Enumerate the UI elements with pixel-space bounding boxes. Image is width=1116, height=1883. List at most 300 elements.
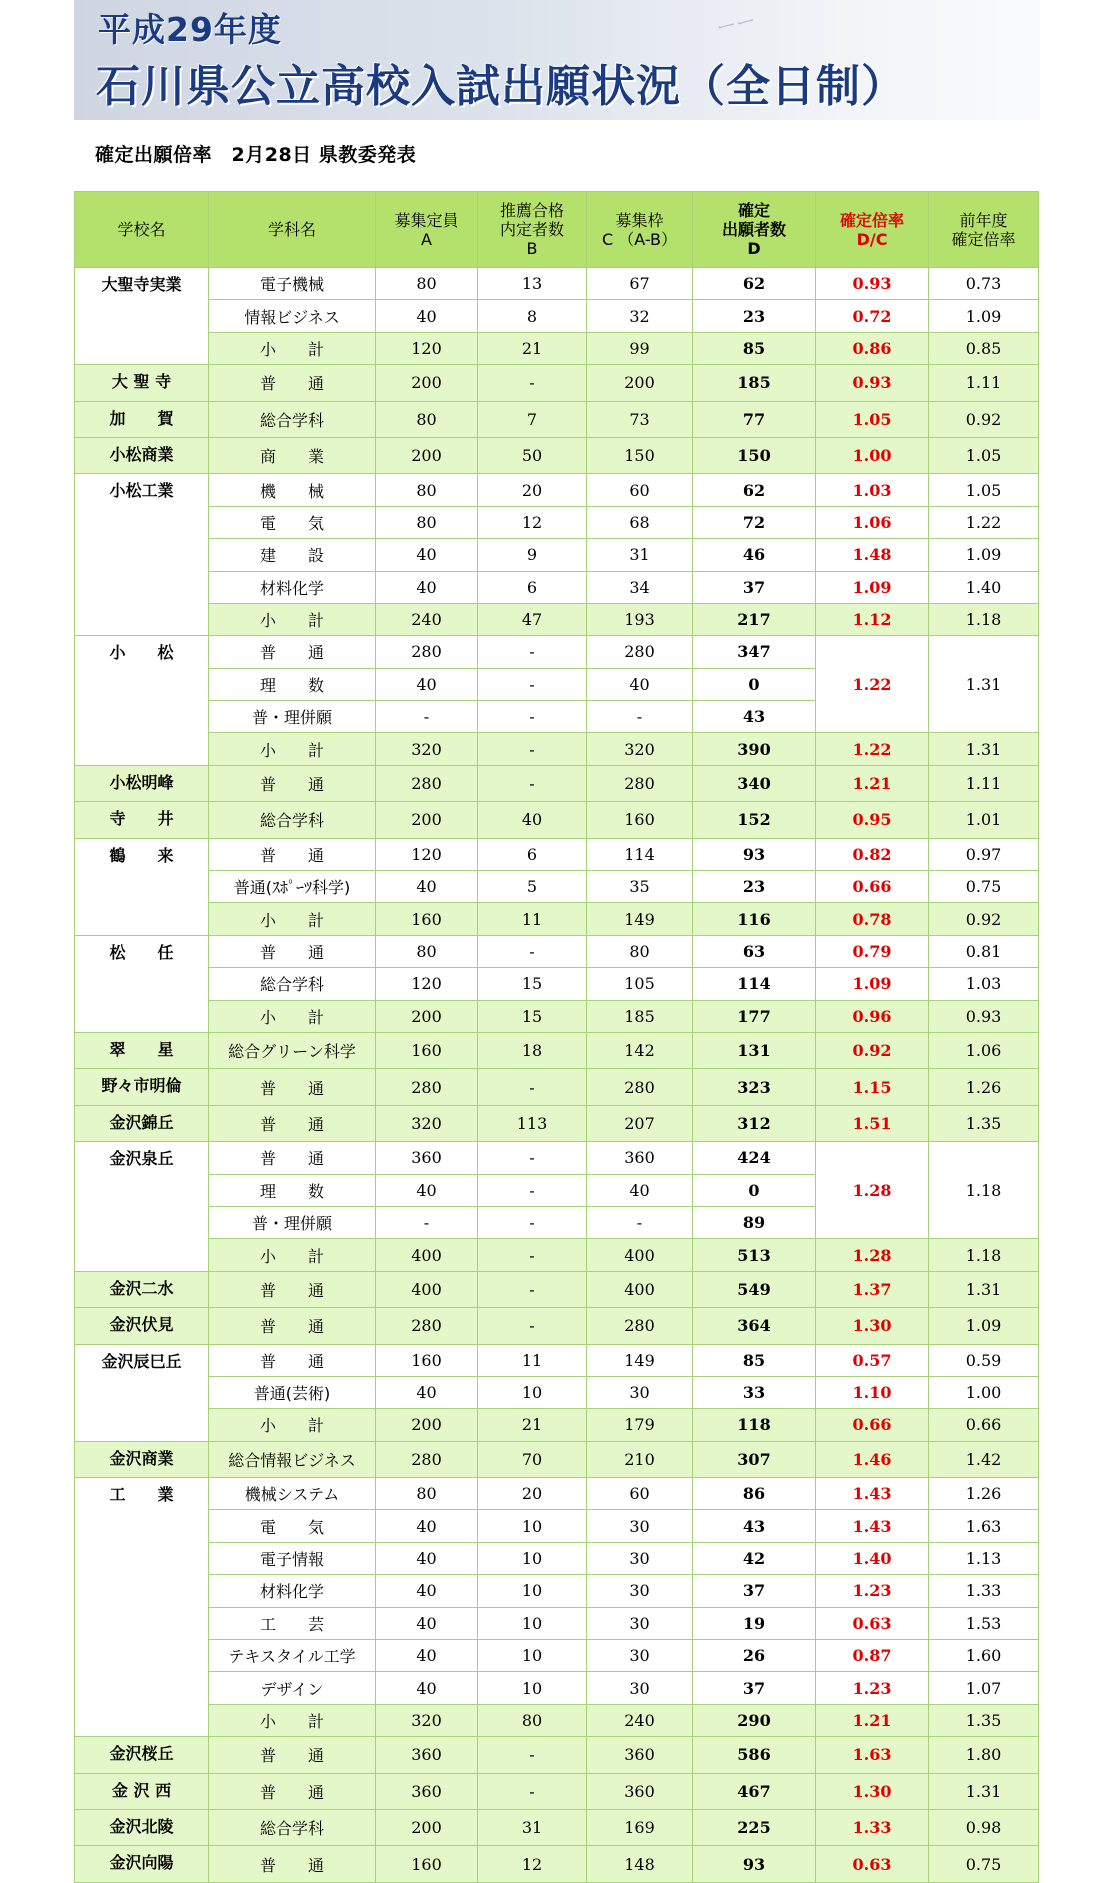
recommended-cell: 6	[478, 571, 587, 603]
ratio-cell: 1.00	[816, 437, 929, 473]
recommended-cell: 10	[478, 1376, 587, 1408]
prev-ratio-cell: 1.18	[929, 603, 1039, 635]
capacity-cell: 40	[376, 300, 478, 332]
capacity-cell: 40	[376, 1376, 478, 1408]
quota-cell: 30	[587, 1575, 693, 1607]
banner-main-title: 石川県公立高校入試出願状況（全日制）	[96, 61, 906, 112]
applicants-cell: 33	[693, 1376, 816, 1408]
applicants-cell: 23	[693, 871, 816, 903]
dept-cell: 機 械	[209, 474, 376, 506]
quota-cell: 149	[587, 903, 693, 935]
dept-cell: 工 芸	[209, 1607, 376, 1639]
prev-ratio-cell: 1.11	[929, 765, 1039, 801]
ratio-cell: 1.43	[816, 1510, 929, 1542]
ratio-cell: 1.30	[816, 1773, 929, 1809]
school-name-cell: 小松明峰	[75, 765, 209, 801]
quota-cell: 400	[587, 1271, 693, 1307]
quota-cell: -	[587, 701, 693, 733]
dept-cell: 普 通	[209, 1737, 376, 1773]
header-recommended: 推薦合格 内定者数 B	[478, 192, 587, 268]
school-name-cell: 加 賀	[75, 401, 209, 437]
ratio-cell: 1.48	[816, 539, 929, 571]
quota-cell: 30	[587, 1376, 693, 1408]
applicants-cell: 467	[693, 1773, 816, 1809]
capacity-cell: 160	[376, 1032, 478, 1068]
ratio-cell: 1.03	[816, 474, 929, 506]
ratio-cell: 1.22	[816, 636, 929, 733]
table-row	[75, 1478, 1039, 1510]
capacity-cell: 40	[376, 871, 478, 903]
table-row	[75, 401, 1039, 437]
ratio-cell: 1.28	[816, 1239, 929, 1271]
dept-cell: 総合学科	[209, 968, 376, 1000]
dept-cell: 普 通	[209, 838, 376, 870]
capacity-cell: 320	[376, 1704, 478, 1736]
recommended-cell: 20	[478, 474, 587, 506]
quota-cell: 67	[587, 268, 693, 300]
recommended-cell: 12	[478, 1846, 587, 1882]
quota-cell: 400	[587, 1239, 693, 1271]
prev-ratio-cell: 0.66	[929, 1409, 1039, 1441]
capacity-cell: 160	[376, 903, 478, 935]
recommended-cell: 9	[478, 539, 587, 571]
quota-cell: 148	[587, 1846, 693, 1882]
applicants-cell: 89	[693, 1206, 816, 1238]
table-body	[75, 268, 1039, 1883]
recommended-cell: 10	[478, 1575, 587, 1607]
quota-cell: 99	[587, 332, 693, 364]
quota-cell: 149	[587, 1344, 693, 1376]
recommended-cell: -	[478, 1773, 587, 1809]
quota-cell: 30	[587, 1640, 693, 1672]
table-row	[75, 474, 1039, 506]
ratio-cell: 0.93	[816, 365, 929, 401]
quota-cell: 40	[587, 668, 693, 700]
recommended-cell: 31	[478, 1809, 587, 1845]
dept-cell: 普 通	[209, 636, 376, 668]
ratio-cell: 1.06	[816, 506, 929, 538]
table-row	[75, 802, 1039, 838]
dept-cell: 普通(ｽﾎﾟｰﾂ科学)	[209, 871, 376, 903]
prev-ratio-cell: 1.31	[929, 636, 1039, 733]
dept-cell: テキスタイル工学	[209, 1640, 376, 1672]
recommended-cell: -	[478, 636, 587, 668]
table-row	[75, 1271, 1039, 1307]
school-name-cell: 小松商業	[75, 437, 209, 473]
applicants-cell: 85	[693, 332, 816, 364]
banner-year-title: 平成29年度	[98, 10, 282, 49]
prev-ratio-cell: 1.01	[929, 802, 1039, 838]
recommended-cell: -	[478, 935, 587, 967]
school-name-cell: 小松工業	[75, 474, 209, 636]
capacity-cell: 280	[376, 765, 478, 801]
applicants-cell: 114	[693, 968, 816, 1000]
dept-cell: 普 通	[209, 1846, 376, 1882]
school-name-cell: 金沢向陽	[75, 1846, 209, 1882]
prev-ratio-cell: 1.11	[929, 365, 1039, 401]
dept-cell: 理 数	[209, 1174, 376, 1206]
dept-cell: 小 計	[209, 332, 376, 364]
prev-ratio-cell: 1.05	[929, 437, 1039, 473]
capacity-cell: 160	[376, 1846, 478, 1882]
capacity-cell: 360	[376, 1142, 478, 1174]
table-row	[75, 1510, 1039, 1542]
prev-ratio-cell: 1.60	[929, 1640, 1039, 1672]
school-name-cell: 松 任	[75, 935, 209, 1032]
recommended-cell: 15	[478, 1000, 587, 1032]
applicants-cell: 86	[693, 1478, 816, 1510]
recommended-cell: 6	[478, 838, 587, 870]
capacity-cell: 40	[376, 1542, 478, 1574]
dept-cell: 機械システム	[209, 1478, 376, 1510]
ratio-cell: 1.30	[816, 1308, 929, 1344]
prev-ratio-cell: 1.31	[929, 1271, 1039, 1307]
recommended-cell: -	[478, 1737, 587, 1773]
dept-cell: 総合グリーン科学	[209, 1032, 376, 1068]
ratio-cell: 0.79	[816, 935, 929, 967]
ratio-cell: 0.86	[816, 332, 929, 364]
quota-cell: 35	[587, 871, 693, 903]
applicants-cell: 131	[693, 1032, 816, 1068]
quota-cell: 280	[587, 636, 693, 668]
quota-cell: 34	[587, 571, 693, 603]
prev-ratio-cell: 1.26	[929, 1478, 1039, 1510]
dept-cell: 総合学科	[209, 1809, 376, 1845]
prev-ratio-cell: 1.09	[929, 1308, 1039, 1344]
prev-ratio-cell: 1.07	[929, 1672, 1039, 1704]
dept-cell: 総合情報ビジネス	[209, 1441, 376, 1477]
prev-ratio-cell: 1.33	[929, 1575, 1039, 1607]
quota-cell: 160	[587, 802, 693, 838]
dept-cell: 建 設	[209, 539, 376, 571]
recommended-cell: -	[478, 1174, 587, 1206]
prev-ratio-cell: 1.00	[929, 1376, 1039, 1408]
table-row	[75, 571, 1039, 603]
prev-ratio-cell: 0.92	[929, 401, 1039, 437]
applicants-cell: 323	[693, 1069, 816, 1105]
dept-cell: 普 通	[209, 1105, 376, 1141]
prev-ratio-cell: 0.93	[929, 1000, 1039, 1032]
applicants-cell: 0	[693, 668, 816, 700]
table-row	[75, 1376, 1039, 1408]
dept-cell: 普 通	[209, 1773, 376, 1809]
recommended-cell: -	[478, 1206, 587, 1238]
ratio-cell: 1.28	[816, 1142, 929, 1239]
dept-cell: 普・理併願	[209, 701, 376, 733]
ratio-cell: 1.12	[816, 603, 929, 635]
capacity-cell: 40	[376, 1640, 478, 1672]
applicants-cell: 185	[693, 365, 816, 401]
dept-cell: 電 気	[209, 1510, 376, 1542]
prev-ratio-cell: 1.63	[929, 1510, 1039, 1542]
dept-cell: 小 計	[209, 1409, 376, 1441]
recommended-cell: -	[478, 1239, 587, 1271]
applicants-cell: 116	[693, 903, 816, 935]
header-capacity: 募集定員 A	[376, 192, 478, 268]
applicants-cell: 19	[693, 1607, 816, 1639]
dept-cell: 小 計	[209, 1704, 376, 1736]
announcement-subtitle: 確定出願倍率 2月28日 県教委発表	[95, 144, 417, 166]
applicants-cell: 62	[693, 268, 816, 300]
dept-cell: 普 通	[209, 1308, 376, 1344]
dept-cell: 普・理併願	[209, 1206, 376, 1238]
prev-ratio-cell: 1.31	[929, 733, 1039, 765]
capacity-cell: 40	[376, 1174, 478, 1206]
subtotal-row	[75, 603, 1039, 635]
applicants-cell: 177	[693, 1000, 816, 1032]
capacity-cell: 80	[376, 401, 478, 437]
school-name-cell: 金沢桜丘	[75, 1737, 209, 1773]
ratio-cell: 1.43	[816, 1478, 929, 1510]
school-name-cell: 金沢北陵	[75, 1809, 209, 1845]
quota-cell: 142	[587, 1032, 693, 1068]
subtotal-row	[75, 1000, 1039, 1032]
school-name-cell: 金沢二水	[75, 1271, 209, 1307]
quota-cell: 40	[587, 1174, 693, 1206]
recommended-cell: -	[478, 1142, 587, 1174]
quota-cell: 280	[587, 1069, 693, 1105]
table-row	[75, 1142, 1039, 1174]
capacity-cell: 200	[376, 1409, 478, 1441]
prev-ratio-cell: 1.53	[929, 1607, 1039, 1639]
prev-ratio-cell: 0.75	[929, 1846, 1039, 1882]
recommended-cell: 10	[478, 1542, 587, 1574]
capacity-cell: 200	[376, 365, 478, 401]
prev-ratio-cell: 0.92	[929, 903, 1039, 935]
table-row	[75, 1846, 1039, 1882]
table-row	[75, 1542, 1039, 1574]
capacity-cell: 280	[376, 1069, 478, 1105]
prev-ratio-cell: 1.22	[929, 506, 1039, 538]
applicants-cell: 390	[693, 733, 816, 765]
recommended-cell: 21	[478, 332, 587, 364]
table-row	[75, 968, 1039, 1000]
quota-cell: 193	[587, 603, 693, 635]
capacity-cell: 40	[376, 539, 478, 571]
ratio-cell: 1.15	[816, 1069, 929, 1105]
prev-ratio-cell: 1.26	[929, 1069, 1039, 1105]
ratio-cell: 1.10	[816, 1376, 929, 1408]
recommended-cell: 113	[478, 1105, 587, 1141]
applicants-cell: 513	[693, 1239, 816, 1271]
ratio-cell: 0.72	[816, 300, 929, 332]
capacity-cell: 360	[376, 1773, 478, 1809]
dept-cell: 材料化学	[209, 1575, 376, 1607]
dept-cell: 普 通	[209, 935, 376, 967]
capacity-cell: 80	[376, 1478, 478, 1510]
subtotal-row	[75, 1704, 1039, 1736]
applicants-cell: 93	[693, 838, 816, 870]
school-name-cell: 寺 井	[75, 802, 209, 838]
applicants-cell: 424	[693, 1142, 816, 1174]
prev-ratio-cell: 1.42	[929, 1441, 1039, 1477]
header-dept: 学科名	[209, 192, 376, 268]
quota-cell: 60	[587, 1478, 693, 1510]
school-name-cell: 金沢辰巳丘	[75, 1344, 209, 1441]
ratio-cell: 0.96	[816, 1000, 929, 1032]
school-name-cell: 翠 星	[75, 1032, 209, 1068]
quota-cell: 30	[587, 1542, 693, 1574]
ratio-cell: 0.66	[816, 871, 929, 903]
table-row	[75, 539, 1039, 571]
recommended-cell: 8	[478, 300, 587, 332]
capacity-cell: 40	[376, 571, 478, 603]
capacity-cell: 280	[376, 1441, 478, 1477]
school-name-cell: 大 聖 寺	[75, 365, 209, 401]
header-ratio: 確定倍率 D/C	[816, 192, 929, 268]
quota-cell: 114	[587, 838, 693, 870]
recommended-cell: -	[478, 733, 587, 765]
quota-cell: 280	[587, 1308, 693, 1344]
quota-cell: 32	[587, 300, 693, 332]
capacity-cell: 200	[376, 437, 478, 473]
dept-cell: 理 数	[209, 668, 376, 700]
applicants-cell: 46	[693, 539, 816, 571]
applicants-cell: 37	[693, 1575, 816, 1607]
ratio-cell: 1.37	[816, 1271, 929, 1307]
recommended-cell: 10	[478, 1510, 587, 1542]
table-row	[75, 765, 1039, 801]
recommended-cell: 10	[478, 1640, 587, 1672]
dept-cell: 情報ビジネス	[209, 300, 376, 332]
quota-cell: 200	[587, 365, 693, 401]
table-row	[75, 365, 1039, 401]
capacity-cell: 400	[376, 1239, 478, 1271]
ratio-cell: 1.05	[816, 401, 929, 437]
recommended-cell: 20	[478, 1478, 587, 1510]
quota-cell: 185	[587, 1000, 693, 1032]
recommended-cell: -	[478, 1069, 587, 1105]
quota-cell: 73	[587, 401, 693, 437]
applicants-cell: 150	[693, 437, 816, 473]
prev-ratio-cell: 0.98	[929, 1809, 1039, 1845]
prev-ratio-cell: 1.35	[929, 1105, 1039, 1141]
recommended-cell: -	[478, 1271, 587, 1307]
capacity-cell: 200	[376, 1809, 478, 1845]
ratio-cell: 0.82	[816, 838, 929, 870]
applicants-cell: 42	[693, 1542, 816, 1574]
dept-cell: デザイン	[209, 1672, 376, 1704]
prev-ratio-cell: 1.18	[929, 1239, 1039, 1271]
capacity-cell: 400	[376, 1271, 478, 1307]
dept-cell: 普 通	[209, 365, 376, 401]
application-status-table	[74, 191, 1039, 1883]
capacity-cell: -	[376, 701, 478, 733]
ratio-cell: 0.87	[816, 1640, 929, 1672]
table-row	[75, 1344, 1039, 1376]
header-prev-ratio: 前年度 確定倍率	[929, 192, 1039, 268]
applicants-cell: 312	[693, 1105, 816, 1141]
recommended-cell: -	[478, 365, 587, 401]
dept-cell: 総合学科	[209, 802, 376, 838]
capacity-cell: 280	[376, 1308, 478, 1344]
applicants-cell: 72	[693, 506, 816, 538]
ratio-cell: 1.22	[816, 733, 929, 765]
recommended-cell: 11	[478, 1344, 587, 1376]
applicants-cell: 340	[693, 765, 816, 801]
prev-ratio-cell: 1.18	[929, 1142, 1039, 1239]
applicants-cell: 62	[693, 474, 816, 506]
applicants-cell: 549	[693, 1271, 816, 1307]
recommended-cell: 40	[478, 802, 587, 838]
recommended-cell: 15	[478, 968, 587, 1000]
subtotal-row	[75, 1239, 1039, 1271]
ratio-cell: 0.93	[816, 268, 929, 300]
table-row	[75, 1105, 1039, 1141]
quota-cell: 280	[587, 765, 693, 801]
school-name-cell: 大聖寺実業	[75, 268, 209, 365]
quota-cell: 207	[587, 1105, 693, 1141]
quota-cell: 360	[587, 1142, 693, 1174]
table-row	[75, 506, 1039, 538]
ratio-cell: 1.21	[816, 1704, 929, 1736]
school-name-cell: 金 沢 西	[75, 1773, 209, 1809]
quota-cell: 240	[587, 1704, 693, 1736]
table-row	[75, 1672, 1039, 1704]
dept-cell: 電子情報	[209, 1542, 376, 1574]
capacity-cell: 320	[376, 733, 478, 765]
banner-deco-text: ーー	[712, 8, 757, 40]
recommended-cell: 12	[478, 506, 587, 538]
recommended-cell: 18	[478, 1032, 587, 1068]
prev-ratio-cell: 1.35	[929, 1704, 1039, 1736]
applicants-cell: 364	[693, 1308, 816, 1344]
quota-cell: 31	[587, 539, 693, 571]
subtotal-row	[75, 903, 1039, 935]
dept-cell: 小 計	[209, 733, 376, 765]
ratio-cell: 1.40	[816, 1542, 929, 1574]
ratio-cell: 0.57	[816, 1344, 929, 1376]
ratio-cell: 1.09	[816, 571, 929, 603]
recommended-cell: -	[478, 668, 587, 700]
subtotal-row	[75, 733, 1039, 765]
prev-ratio-cell: 1.09	[929, 539, 1039, 571]
dept-cell: 商 業	[209, 437, 376, 473]
dept-cell: 電子機械	[209, 268, 376, 300]
quota-cell: 360	[587, 1737, 693, 1773]
ratio-cell: 1.46	[816, 1441, 929, 1477]
school-name-cell: 金沢泉丘	[75, 1142, 209, 1272]
quota-cell: 30	[587, 1510, 693, 1542]
table-row	[75, 268, 1039, 300]
header-applicants: 確定 出願者数 D	[693, 192, 816, 268]
ratio-cell: 1.23	[816, 1672, 929, 1704]
quota-cell: 320	[587, 733, 693, 765]
prev-ratio-cell: 0.85	[929, 332, 1039, 364]
table-row	[75, 1069, 1039, 1105]
ratio-cell: 1.23	[816, 1575, 929, 1607]
prev-ratio-cell: 1.31	[929, 1773, 1039, 1809]
recommended-cell: 21	[478, 1409, 587, 1441]
capacity-cell: 40	[376, 1672, 478, 1704]
capacity-cell: 120	[376, 332, 478, 364]
applicants-cell: 225	[693, 1809, 816, 1845]
applicants-cell: 347	[693, 636, 816, 668]
quota-cell: 169	[587, 1809, 693, 1845]
ratio-cell: 1.63	[816, 1737, 929, 1773]
capacity-cell: 80	[376, 268, 478, 300]
applicants-cell: 217	[693, 603, 816, 635]
applicants-cell: 0	[693, 1174, 816, 1206]
dept-cell: 普 通	[209, 1069, 376, 1105]
ratio-cell: 0.78	[816, 903, 929, 935]
quota-cell: 60	[587, 474, 693, 506]
prev-ratio-cell: 1.05	[929, 474, 1039, 506]
prev-ratio-cell: 1.13	[929, 1542, 1039, 1574]
applicants-cell: 43	[693, 1510, 816, 1542]
quota-cell: 30	[587, 1607, 693, 1639]
applicants-cell: 290	[693, 1704, 816, 1736]
